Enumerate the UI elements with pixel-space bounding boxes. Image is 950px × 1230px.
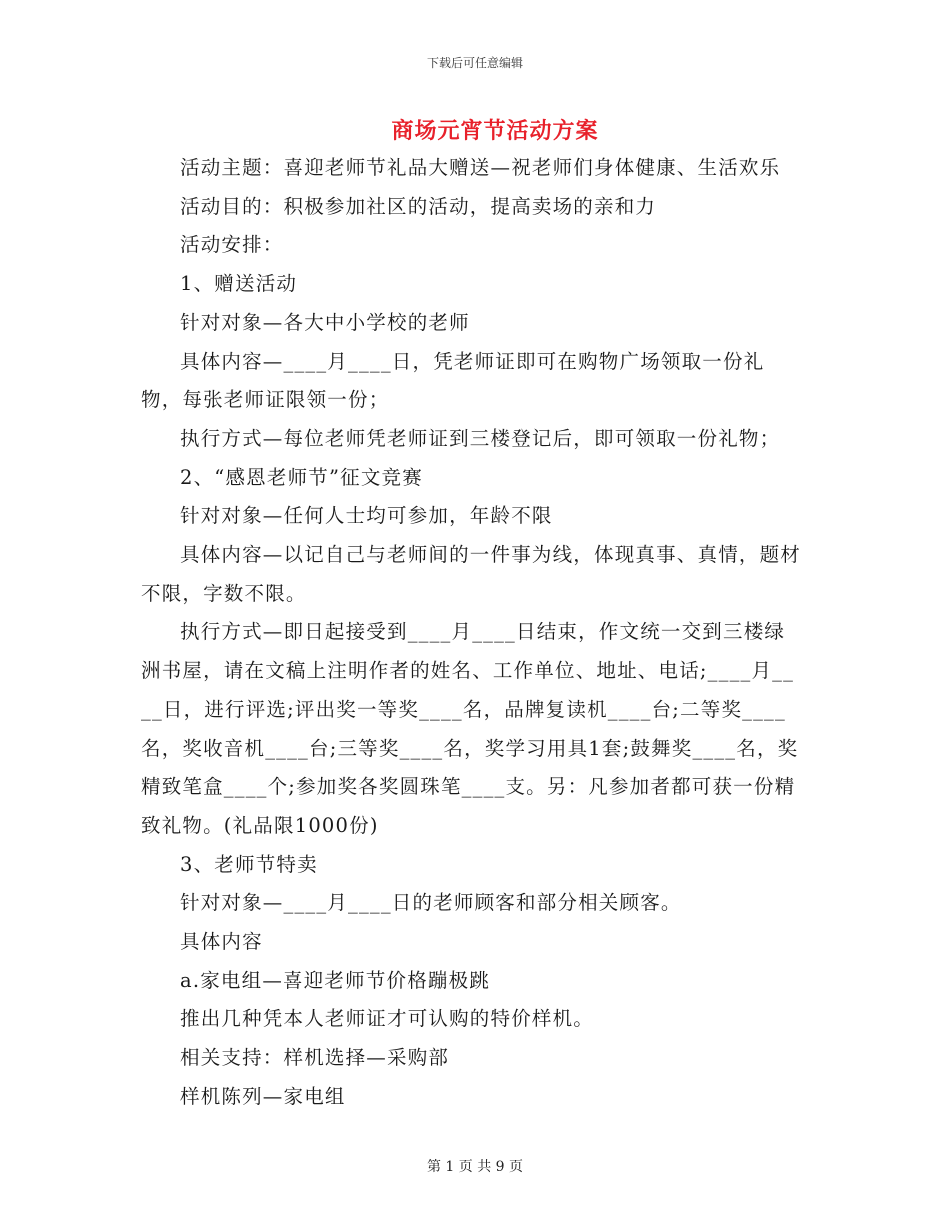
paragraph-purpose: 活动目的：积极参加社区的活动，提高卖场的亲和力 xyxy=(180,194,657,218)
document-title: 商场元宵节活动方案 xyxy=(391,118,599,144)
paragraph-special-price: 推出几种凭本人老师证才可认购的特价样机。 xyxy=(180,1007,595,1031)
paragraph-appliance-group: a.家电组—喜迎老师节价格蹦极跳 xyxy=(180,968,491,992)
paragraph-essay-content: 具体内容—以记自己与老师间的一件事为线，体现真事、真情，题材不限，字数不限。 xyxy=(141,543,802,605)
document-body xyxy=(141,149,801,1117)
section-heading-essay: 2、“感恩老师节”征文竞赛 xyxy=(180,465,423,489)
paragraph-essay-target: 针对对象—任何人士均可参加，年龄不限 xyxy=(180,504,553,528)
paragraph-essay-method: 执行方式—即日起接受到____月____日结束，作文统一交到三楼绿洲书屋，请在文稿上注明作者的姓名、工作单位、地址、电话;____月____日，进行评选;评出奖一等奖____名，品牌复读机____台;二等奖____名，奖收音机____台;三等奖____名，奖学习用具1套;鼓舞奖____名，奖精致笔盒____个;参加奖各奖圆珠笔____支。另：凡参加者都可获一份精致礼物。(礼品限1000份) xyxy=(141,620,799,837)
paragraph-arrangement: 活动安排： xyxy=(180,233,284,257)
paragraph-theme: 活动主题：喜迎老师节礼品大赠送—祝老师们身体健康、生活欢乐 xyxy=(180,156,781,179)
paragraph-display: 样机陈列—家电组 xyxy=(180,1084,346,1108)
section-heading-sale: 3、老师节特卖 xyxy=(180,852,318,876)
page-footer: 第 1 页 共 9 页 xyxy=(426,1159,524,1175)
paragraph-sale-content: 具体内容 xyxy=(180,930,263,954)
paragraph-gift-content: 具体内容—____月____日，凭老师证即可在购物广场领取一份礼物，每张老师证限领一份； xyxy=(141,349,765,412)
header-note: 下载后可任意编辑 xyxy=(426,56,523,70)
paragraph-gift-method: 执行方式—每位老师凭老师证到三楼登记后，即可领取一份礼物； xyxy=(180,426,781,450)
paragraph-support: 相关支持：样机选择—采购部 xyxy=(180,1046,450,1070)
paragraph-sale-target: 针对对象—____月____日的老师顾客和部分相关顾客。 xyxy=(180,891,682,915)
section-heading-gift: 1、赠送活动 xyxy=(180,272,298,296)
paragraph-gift-target: 针对对象—各大中小学校的老师 xyxy=(180,310,470,334)
